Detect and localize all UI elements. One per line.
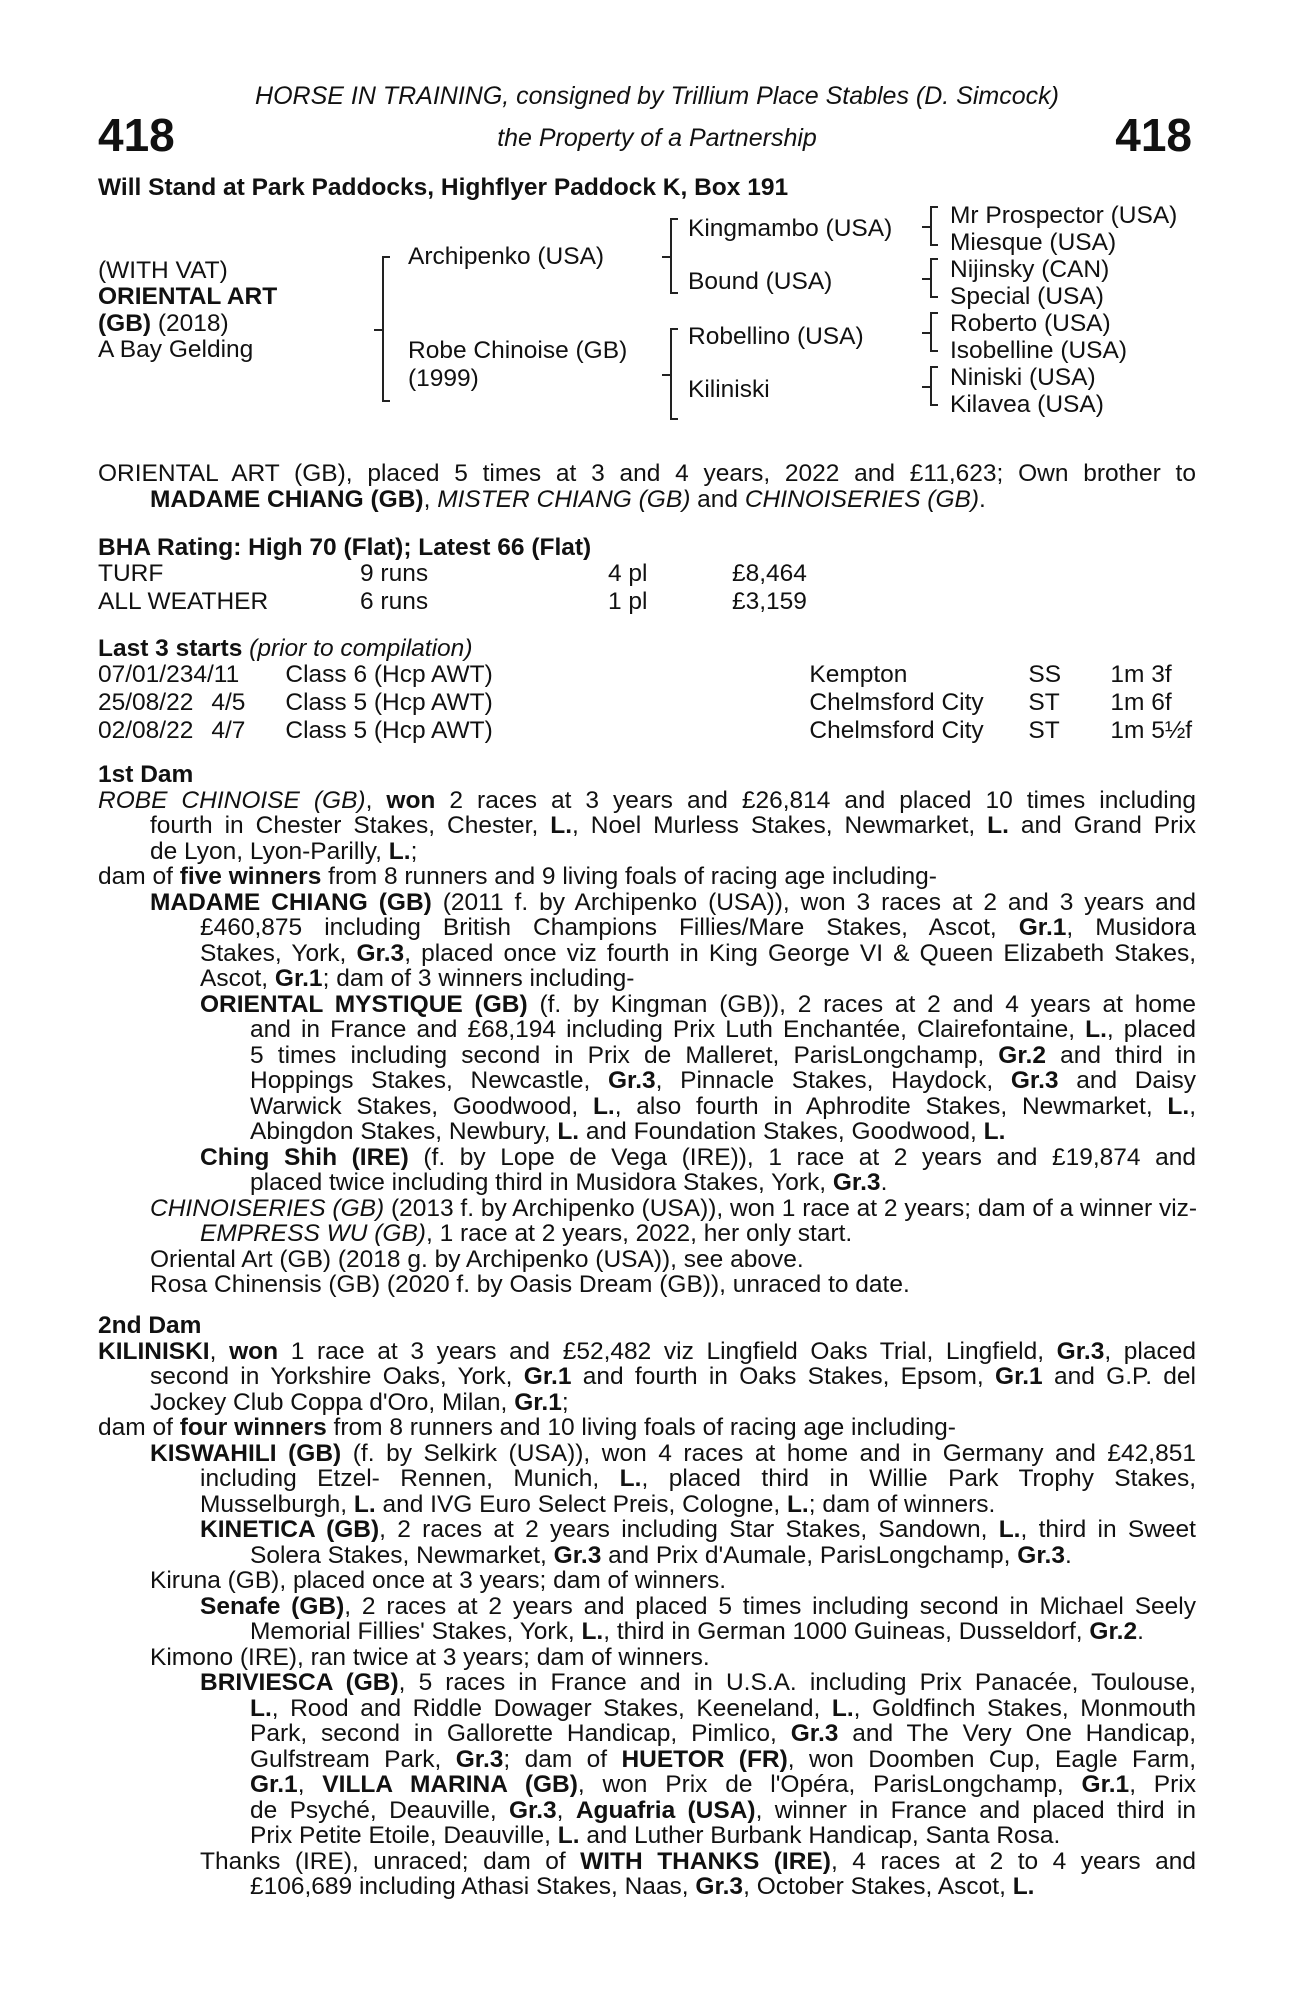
full-sibling-2: MISTER CHIANG (GB) [437, 485, 691, 513]
grade: L. [1167, 1092, 1190, 1120]
race-date: 02/08/22 [98, 717, 194, 744]
grade: L. [998, 1516, 1021, 1543]
dam-sire: Robellino (USA) [688, 323, 864, 350]
runs: 6 runs [360, 588, 429, 615]
text: Abingdon Stakes, Newbury, [250, 1118, 558, 1145]
last-starts-heading [98, 635, 472, 663]
surface: TURF [98, 560, 164, 587]
horse-name: ORIENTAL ART [98, 283, 278, 310]
text: (f. by Lope de Vega (IRE)), 1 race at 2 years and £19,874 and [408, 1143, 1196, 1171]
text: , Goldfinch Stakes, Monmouth [853, 1694, 1196, 1722]
sep: , [365, 786, 387, 814]
text: , [1189, 1092, 1197, 1120]
surface: ALL WEATHER [98, 588, 269, 615]
pedigree-brace-3d [930, 366, 932, 406]
produce-line [98, 1798, 1196, 1824]
text: and Prix d'Aumale, ParisLongchamp, [601, 1541, 1018, 1569]
dam-dam: Kiliniski [688, 376, 770, 403]
sep: , [423, 485, 438, 513]
text: ; dam of winners. [808, 1490, 996, 1518]
grade: Gr.3 [508, 1796, 557, 1824]
text: , placed third in Willie Park Trophy Stakes, [641, 1465, 1196, 1492]
grandsire-3: Nijinsky (CAN) [950, 256, 1110, 283]
finish-position: 4/7 [211, 717, 246, 744]
last-starts-table [98, 661, 1196, 745]
grandsire-7: Niniski (USA) [950, 364, 1096, 391]
grade: Gr.3 [356, 939, 405, 967]
dam-year: (1999) [408, 365, 479, 392]
first-dam-title: 1st Dam [98, 761, 194, 788]
text: , 4 races at 2 to 4 years and [830, 1847, 1197, 1875]
text: second in Yorkshire Oaks, York, [150, 1363, 524, 1390]
sep: and [690, 485, 745, 513]
text: de Lyon, Lyon-Parilly, [150, 837, 389, 865]
sire-dam: Bound (USA) [688, 268, 833, 295]
text: , Rood and Riddle Dowager Stakes, Keeneland, [271, 1694, 832, 1722]
first-dam-section [98, 762, 1196, 1298]
second-dam-section [98, 1313, 1196, 1900]
race-date: 07/01/23 [98, 661, 194, 688]
granddam-8: Kilavea (USA) [950, 391, 1104, 418]
text: and Luther Burbank Handicap, Santa Rosa. [579, 1822, 1061, 1849]
grade: L. [619, 1465, 642, 1492]
text: de Psyché, Deauville, [250, 1796, 509, 1824]
text: and in France and £68,194 including Prix Luth Enchantée, Clairefontaine, [250, 1016, 1086, 1043]
text: , also fourth in Aphrodite Stakes, Newmarket, [614, 1092, 1168, 1120]
produce-line [98, 1043, 1196, 1069]
grade: L. [388, 837, 411, 865]
grade: Gr.1 [995, 1363, 1043, 1390]
full-sibling-3: CHINOISERIES (GB) [744, 485, 979, 513]
prize: £8,464 [732, 560, 807, 587]
grade: L. [581, 1618, 604, 1645]
text: Gulfstream Park, [250, 1745, 456, 1773]
winners-count: four winners [179, 1414, 327, 1441]
sep: , [209, 1337, 230, 1365]
produce-name: WITH THANKS (IRE) [580, 1847, 831, 1875]
produce-line [98, 1823, 1196, 1849]
produce-line [98, 1196, 1196, 1222]
text: and Foundation Stakes, Goodwood, [579, 1118, 984, 1145]
produce-line [98, 1772, 1196, 1798]
produce-line [98, 1849, 1196, 1875]
produce-line [98, 1145, 1196, 1171]
second-dam-title: 2nd Dam [98, 1312, 202, 1339]
grade: Gr.2 [998, 1041, 1046, 1069]
text: Thanks (IRE), unraced; dam of [200, 1847, 581, 1875]
produce-line: Rosa Chinensis (GB) (2020 f. by Oasis Dream (GB)), unraced to date. [150, 1271, 910, 1298]
last-starts-title: Last 3 starts [98, 635, 243, 662]
pedigree-brace-2b [670, 328, 672, 420]
dam-name: KILINISKI [98, 1337, 210, 1365]
last-start-row [98, 717, 1196, 745]
horse-country: (GB) [98, 310, 152, 337]
grade: Gr.1 [274, 965, 323, 992]
text: , [297, 1771, 323, 1798]
winners-count: five winners [179, 863, 322, 890]
produce-line: Kiruna (GB), placed once at 3 years; dam of winners. [150, 1567, 727, 1594]
produce-name: MADAME CHIANG (GB) [150, 888, 432, 916]
finish-position: 4/5 [211, 689, 246, 716]
produce-line [98, 941, 1196, 967]
race-class: Class 6 (Hcp AWT) [285, 661, 493, 688]
first-dam-line [98, 864, 1196, 890]
grade: L. [550, 812, 573, 839]
text: including Etzel- Rennen, Munich, [200, 1465, 620, 1492]
produce-line [98, 1747, 1196, 1773]
grade: Gr.3 [1017, 1541, 1065, 1569]
produce-name: HUETOR (FR) [621, 1745, 788, 1773]
grade: L. [831, 1694, 854, 1722]
produce-line [98, 1221, 1196, 1247]
produce-line [98, 1543, 1196, 1569]
last-start-row [98, 689, 1196, 717]
race-date: 25/08/22 [98, 689, 194, 716]
granddam-6: Isobelline (USA) [950, 337, 1128, 364]
produce-name: Ching Shih (IRE) [200, 1143, 409, 1171]
text: Jockey Club Coppa d'Oro, Milan, [150, 1388, 515, 1416]
text: , placed once viz fourth in King George VI & Queen Elizabeth Stakes, [404, 939, 1197, 967]
lot-number-left: 418 [98, 109, 175, 161]
text: , Prix [1129, 1771, 1196, 1798]
second-dam-line [98, 1364, 1196, 1390]
grade: Gr.3 [553, 1541, 602, 1569]
text: dam of [98, 863, 180, 890]
grade: L. [1012, 1873, 1035, 1900]
last-start-row [98, 661, 1196, 689]
race-class: Class 5 (Hcp AWT) [285, 689, 493, 716]
grade: Gr.1 [250, 1771, 298, 1798]
race-record-table [98, 560, 807, 616]
property-line: the Property of a Partnership [497, 124, 817, 152]
sire-sire: Kingmambo (USA) [688, 215, 893, 242]
produce-line [98, 1721, 1196, 1747]
grade: L. [983, 1118, 1006, 1145]
summary-line-1: ORIENTAL ART (GB), placed 5 times at 3 and 4 years, 2022 and £11,623; Own brother to [98, 460, 1196, 487]
text: Prix Petite Etoile, Deauville, [250, 1822, 558, 1849]
grade: L. [1085, 1016, 1107, 1043]
grade: L. [557, 1118, 580, 1145]
text: , won Doomben Cup, Eagle Farm, [787, 1745, 1196, 1773]
produce-line [98, 1170, 1196, 1196]
grade: Gr.3 [790, 1720, 839, 1747]
granddam-4: Special (USA) [950, 283, 1104, 310]
pedigree-brace-1 [382, 256, 384, 402]
going: ST [1028, 717, 1060, 744]
bha-rating: BHA Rating: High 70 (Flat); Latest 66 (Flat) [98, 534, 592, 561]
text: placed twice including third in Musidora Stakes, York, [250, 1169, 833, 1196]
grade: Gr.1 [514, 1388, 562, 1416]
produce-line [98, 1017, 1196, 1043]
produce-line [98, 1670, 1196, 1696]
horse-origin [98, 311, 229, 337]
text: Musselburgh, [200, 1490, 354, 1518]
text: , Musidora [1066, 914, 1196, 941]
horse-year: (2018) [157, 310, 229, 337]
text: and Grand Prix [1008, 812, 1196, 839]
grade: Gr.1 [1081, 1771, 1130, 1798]
text: ; [561, 1388, 569, 1416]
text: , 1 race at 2 years, 2022, her only start. [425, 1220, 853, 1247]
produce-line: Oriental Art (GB) (2018 g. by Archipenko (USA)), see above. [150, 1245, 804, 1273]
pedigree-brace-2a [670, 218, 672, 294]
text: and Daisy [1058, 1067, 1196, 1094]
produce-line [98, 890, 1196, 916]
summary-paragraph [98, 461, 1196, 512]
produce-line: Kimono (IRE), ran twice at 3 years; dam of winners. [150, 1643, 710, 1671]
text: from 8 runners and 9 living foals of racing age including- [321, 863, 937, 890]
produce-name: ORIENTAL MYSTIQUE (GB) [200, 990, 528, 1018]
produce-line [98, 1466, 1196, 1492]
produce-line [98, 1068, 1196, 1094]
text: , winner in France and placed third in [755, 1796, 1197, 1824]
produce-name: VILLA MARINA (GB) [322, 1771, 578, 1798]
text: Stakes, York, [200, 939, 357, 967]
race-class: Class 5 (Hcp AWT) [285, 717, 493, 744]
produce-line [98, 915, 1196, 941]
text: (2013 f. by Archipenko (USA)), won 1 race at 2 years; dam of a winner viz- [384, 1194, 1198, 1222]
text: , Pinnacle Stakes, Haydock, [655, 1067, 1011, 1094]
grade: L. [786, 1490, 809, 1518]
text: . [880, 1169, 888, 1196]
text: Solera Stakes, Newmarket, [250, 1541, 554, 1569]
text: . [1137, 1618, 1144, 1645]
text: 5 times including second in Prix de Malleret, ParisLongchamp, [250, 1041, 999, 1069]
produce-name: Aguafria (USA) [575, 1796, 756, 1824]
produce-line [98, 1696, 1196, 1722]
sep: . [979, 485, 986, 513]
text: , third in Sweet [1020, 1516, 1196, 1543]
produce-name: BRIVIESCA (GB) [200, 1669, 399, 1696]
racecourse: Chelmsford City [809, 717, 984, 744]
going: SS [1028, 661, 1062, 688]
grade: L. [557, 1822, 580, 1849]
text: £106,689 including Athasi Stakes, Naas, [250, 1873, 696, 1900]
text: , placed [1106, 1016, 1197, 1043]
text: , 5 races in France and in U.S.A. including Prix Panacée, Toulouse, [398, 1669, 1196, 1696]
produce-name: KISWAHILI (GB) [150, 1439, 342, 1467]
grade: Gr.3 [607, 1067, 656, 1094]
distance: 1m 6f [1110, 689, 1172, 716]
granddam-2: Miesque (USA) [950, 229, 1117, 256]
grade: Gr.1 [1018, 914, 1067, 941]
text: from 8 runners and 10 living foals of racing age including- [326, 1414, 956, 1441]
grade: L. [250, 1694, 272, 1722]
text: (2011 f. by Archipenko (USA)), won 3 races at 2 and 3 years and [431, 888, 1196, 916]
text: ; dam of [503, 1745, 622, 1773]
text: and third in [1045, 1041, 1196, 1069]
text: ; [410, 837, 418, 865]
second-dam-line [98, 1390, 1196, 1416]
grade: Gr.1 [523, 1363, 572, 1390]
text: ; dam of 3 winners including- [322, 965, 635, 992]
placed: 4 pl [608, 560, 648, 587]
stand-line: Will Stand at Park Paddocks, Highflyer Paddock K, Box 191 [98, 174, 789, 201]
racecourse: Kempton [809, 661, 908, 688]
grandsire-1: Mr Prospector (USA) [950, 202, 1178, 229]
text: , third in German 1000 Guineas, Dusseldorf, [603, 1618, 1090, 1645]
racecourse: Chelmsford City [809, 689, 984, 716]
produce-name: EMPRESS WU (GB) [200, 1220, 426, 1247]
text: 1 race at 3 years and £52,482 viz Lingfield Oaks Trial, Lingfield, [278, 1337, 1057, 1365]
text: , won Prix de l'Opéra, ParisLongchamp, [577, 1771, 1082, 1798]
full-sibling-1: MADAME CHIANG (GB) [150, 485, 424, 513]
race-record-row [98, 560, 807, 588]
dam-name: ROBE CHINOISE (GB) [98, 786, 366, 814]
consignor-line: HORSE IN TRAINING, consigned by Trillium Place Stables (D. Simcock) [255, 82, 1059, 110]
text: , October Stakes, Ascot, [743, 1873, 1013, 1900]
text: . [1064, 1541, 1072, 1569]
pedigree-brace-3a [930, 206, 932, 246]
prize: £3,159 [732, 588, 807, 615]
text: Park, second in Gallorette Handicap, Pimlico, [250, 1720, 791, 1747]
grade: Gr.2 [1089, 1618, 1138, 1645]
text: and fourth in Oaks Stakes, Epsom, [571, 1363, 996, 1390]
text: Warwick Stakes, Goodwood, [250, 1092, 593, 1120]
first-dam-line [98, 839, 1196, 865]
produce-line [98, 1874, 1196, 1900]
text: Memorial Fillies' Stakes, York, [250, 1618, 582, 1645]
horse-description: A Bay Gelding [98, 336, 254, 363]
produce-line [98, 992, 1196, 1018]
distance: 1m 3f [1110, 661, 1172, 688]
vat-note: (WITH VAT) [98, 257, 228, 284]
text: , placed [1104, 1337, 1196, 1365]
produce-line [98, 966, 1196, 992]
grade: Gr.3 [1010, 1067, 1059, 1094]
text: (f. by Kingman (GB)), 2 races at 2 and 4 years at home [527, 990, 1197, 1018]
first-dam-line [98, 813, 1196, 839]
produce-line [98, 1594, 1196, 1620]
distance: 1m 5½f [1110, 717, 1193, 744]
text: , Noel Murless Stakes, Newmarket, [572, 812, 988, 839]
going: ST [1028, 689, 1060, 716]
second-dam-line [98, 1339, 1196, 1365]
produce-line [98, 1441, 1196, 1467]
produce-name: CHINOISERIES (GB) [150, 1194, 385, 1222]
second-dam-line [98, 1415, 1196, 1441]
lot-number-right: 418 [1115, 109, 1192, 161]
produce-line [98, 1517, 1196, 1543]
summary-line-2 [98, 487, 1196, 513]
dam: Robe Chinoise (GB) [408, 337, 628, 364]
won-label: won [229, 1337, 279, 1365]
produce-name: KINETICA (GB) [200, 1516, 380, 1543]
pedigree-brace-3c [930, 312, 932, 352]
text: , [556, 1796, 576, 1824]
text: fourth in Chester Stakes, Chester, [150, 812, 551, 839]
grade: L. [987, 812, 1009, 839]
produce-line [98, 1094, 1196, 1120]
text: and IVG Euro Select Preis, Cologne, [375, 1490, 787, 1518]
text: and The Very One Handicap, [838, 1720, 1197, 1747]
text: Ascot, [200, 965, 275, 992]
produce-line [98, 1492, 1196, 1518]
race-record-row [98, 588, 807, 616]
grandsire-5: Roberto (USA) [950, 310, 1111, 337]
runs: 9 runs [360, 560, 429, 587]
text: Hoppings Stakes, Newcastle, [250, 1067, 608, 1094]
text: £460,875 including British Champions Fillies/Mare Stakes, Ascot, [200, 914, 1019, 941]
text: (f. by Selkirk (USA)), won 4 races at home and in Germany and £42,851 [341, 1439, 1196, 1467]
grade: Gr.3 [695, 1873, 744, 1900]
grade: Gr.3 [1056, 1337, 1105, 1365]
produce-line [98, 1119, 1196, 1145]
grade: Gr.3 [832, 1169, 881, 1196]
produce-name: Senafe (GB) [200, 1592, 345, 1620]
grade: L. [592, 1092, 615, 1120]
last-starts-note: (prior to compilation) [249, 635, 473, 662]
finish-position: 4/11 [193, 661, 240, 688]
won-label: won [386, 786, 436, 814]
grade: L. [353, 1490, 376, 1518]
text: and G.P. del [1042, 1363, 1196, 1390]
pedigree-brace-3b [930, 258, 932, 298]
first-dam-line [98, 788, 1196, 814]
produce-line [98, 1619, 1196, 1645]
text: , 2 races at 2 years and placed 5 times including second in Michael Seely [344, 1592, 1196, 1620]
text: 2 races at 3 years and £26,814 and placed 10 times including [435, 786, 1196, 814]
grade: Gr.3 [455, 1745, 504, 1773]
sire: Archipenko (USA) [408, 243, 605, 270]
text: , 2 races at 2 years including Star Stakes, Sandown, [379, 1516, 999, 1543]
placed: 1 pl [608, 588, 648, 615]
text: dam of [98, 1414, 180, 1441]
